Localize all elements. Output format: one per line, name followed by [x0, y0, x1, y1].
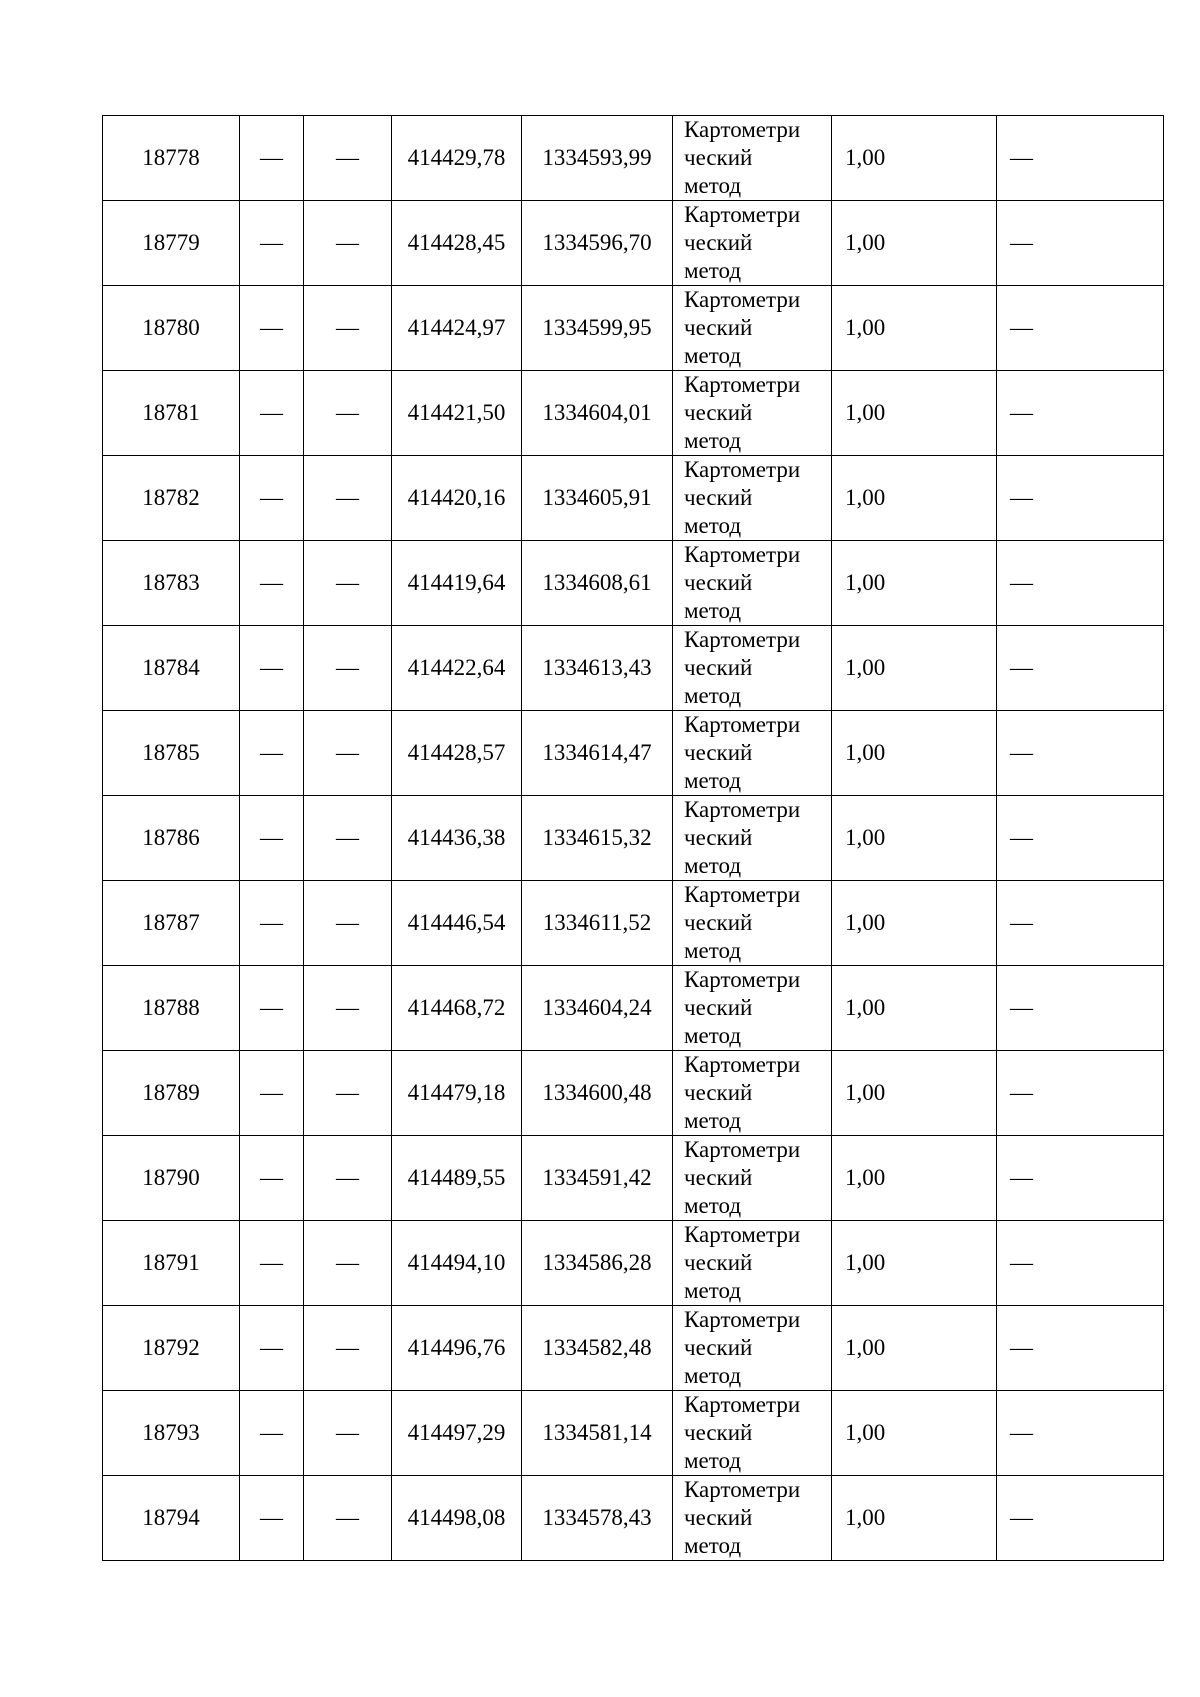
empty-cell-col3: —: [304, 201, 392, 286]
method-cell: [673, 796, 832, 881]
x-coordinate-cell: 414422,64: [392, 626, 522, 711]
method-line-3: метод: [684, 1108, 742, 1133]
method-line-1: Картометри: [684, 1222, 801, 1247]
description-cell: —: [997, 116, 1164, 201]
empty-cell-col3: —: [304, 796, 392, 881]
x-coordinate-cell: 414420,16: [392, 456, 522, 541]
table-row: [103, 1391, 1164, 1476]
description-cell: —: [997, 626, 1164, 711]
y-coordinate-cell: 1334611,52: [522, 881, 673, 966]
x-coordinate-cell: 414428,45: [392, 201, 522, 286]
x-coordinate-cell: 414421,50: [392, 371, 522, 456]
accuracy-cell: 1,00: [832, 541, 997, 626]
method-cell: [673, 116, 832, 201]
table-row: [103, 116, 1164, 201]
x-coordinate-cell: 414494,10: [392, 1221, 522, 1306]
method-line-2: ческий: [684, 655, 753, 680]
method-cell: [673, 881, 832, 966]
table-row: [103, 1476, 1164, 1561]
method-line-2: ческий: [684, 995, 753, 1020]
method-line-3: метод: [684, 598, 742, 623]
empty-cell-col3: —: [304, 1306, 392, 1391]
y-coordinate-cell: 1334596,70: [522, 201, 673, 286]
method-line-3: метод: [684, 1278, 742, 1303]
empty-cell-col3: —: [304, 1136, 392, 1221]
point-number-cell: 18786: [103, 796, 240, 881]
accuracy-cell: 1,00: [832, 626, 997, 711]
empty-cell-col2: —: [240, 1136, 304, 1221]
coordinates-table: [102, 115, 1164, 1561]
empty-cell-col2: —: [240, 1391, 304, 1476]
method-line-2: ческий: [684, 570, 753, 595]
y-coordinate-cell: 1334605,91: [522, 456, 673, 541]
table-row: [103, 711, 1164, 796]
empty-cell-col2: —: [240, 711, 304, 796]
point-number-cell: 18794: [103, 1476, 240, 1561]
table-row: [103, 966, 1164, 1051]
accuracy-cell: 1,00: [832, 456, 997, 541]
x-coordinate-cell: 414479,18: [392, 1051, 522, 1136]
method-line-2: ческий: [684, 740, 753, 765]
y-coordinate-cell: 1334600,48: [522, 1051, 673, 1136]
empty-cell-col2: —: [240, 541, 304, 626]
empty-cell-col3: —: [304, 1221, 392, 1306]
method-line-3: метод: [684, 343, 742, 368]
method-line-2: ческий: [684, 1335, 753, 1360]
method-line-1: Картометри: [684, 287, 801, 312]
accuracy-cell: 1,00: [832, 1136, 997, 1221]
method-line-1: Картометри: [684, 967, 801, 992]
method-line-2: ческий: [684, 1080, 753, 1105]
method-line-1: Картометри: [684, 202, 801, 227]
empty-cell-col2: —: [240, 201, 304, 286]
table-row: [103, 541, 1164, 626]
x-coordinate-cell: 414489,55: [392, 1136, 522, 1221]
point-number-cell: 18781: [103, 371, 240, 456]
y-coordinate-cell: 1334604,01: [522, 371, 673, 456]
empty-cell-col3: —: [304, 1051, 392, 1136]
empty-cell-col3: —: [304, 371, 392, 456]
empty-cell-col3: —: [304, 1476, 392, 1561]
accuracy-cell: 1,00: [832, 116, 997, 201]
description-cell: —: [997, 711, 1164, 796]
method-line-1: Картометри: [684, 1307, 801, 1332]
x-coordinate-cell: 414468,72: [392, 966, 522, 1051]
empty-cell-col3: —: [304, 116, 392, 201]
description-cell: —: [997, 1136, 1164, 1221]
method-line-2: ческий: [684, 400, 753, 425]
accuracy-cell: 1,00: [832, 796, 997, 881]
y-coordinate-cell: 1334593,99: [522, 116, 673, 201]
y-coordinate-cell: 1334615,32: [522, 796, 673, 881]
empty-cell-col2: —: [240, 371, 304, 456]
accuracy-cell: 1,00: [832, 1051, 997, 1136]
method-cell: [673, 626, 832, 711]
empty-cell-col2: —: [240, 881, 304, 966]
method-line-1: Картометри: [684, 1392, 801, 1417]
table-body: [103, 116, 1164, 1561]
empty-cell-col2: —: [240, 796, 304, 881]
x-coordinate-cell: 414428,57: [392, 711, 522, 796]
method-line-2: ческий: [684, 1505, 753, 1530]
method-line-3: метод: [684, 513, 742, 538]
empty-cell-col3: —: [304, 286, 392, 371]
empty-cell-col2: —: [240, 1476, 304, 1561]
empty-cell-col2: —: [240, 1306, 304, 1391]
empty-cell-col3: —: [304, 711, 392, 796]
method-line-3: метод: [684, 853, 742, 878]
method-line-1: Картометри: [684, 1137, 801, 1162]
description-cell: —: [997, 286, 1164, 371]
y-coordinate-cell: 1334581,14: [522, 1391, 673, 1476]
table-row: [103, 201, 1164, 286]
table-row: [103, 1306, 1164, 1391]
description-cell: —: [997, 1051, 1164, 1136]
table-row: [103, 796, 1164, 881]
method-line-3: метод: [684, 938, 742, 963]
method-cell: [673, 1391, 832, 1476]
description-cell: —: [997, 371, 1164, 456]
y-coordinate-cell: 1334604,24: [522, 966, 673, 1051]
point-number-cell: 18779: [103, 201, 240, 286]
description-cell: —: [997, 1221, 1164, 1306]
table-row: [103, 881, 1164, 966]
point-number-cell: 18782: [103, 456, 240, 541]
method-line-2: ческий: [684, 825, 753, 850]
method-line-3: метод: [684, 768, 742, 793]
method-line-2: ческий: [684, 1250, 753, 1275]
method-cell: [673, 456, 832, 541]
method-line-1: Картометри: [684, 627, 801, 652]
y-coordinate-cell: 1334614,47: [522, 711, 673, 796]
point-number-cell: 18780: [103, 286, 240, 371]
method-cell: [673, 1476, 832, 1561]
empty-cell-col3: —: [304, 966, 392, 1051]
description-cell: —: [997, 201, 1164, 286]
description-cell: —: [997, 881, 1164, 966]
description-cell: —: [997, 966, 1164, 1051]
y-coordinate-cell: 1334582,48: [522, 1306, 673, 1391]
table-row: [103, 1051, 1164, 1136]
method-line-1: Картометри: [684, 117, 801, 142]
empty-cell-col3: —: [304, 881, 392, 966]
method-line-3: метод: [684, 1448, 742, 1473]
point-number-cell: 18785: [103, 711, 240, 796]
method-line-1: Картометри: [684, 372, 801, 397]
empty-cell-col3: —: [304, 1391, 392, 1476]
accuracy-cell: 1,00: [832, 881, 997, 966]
description-cell: —: [997, 1476, 1164, 1561]
method-line-2: ческий: [684, 910, 753, 935]
x-coordinate-cell: 414497,29: [392, 1391, 522, 1476]
method-line-2: ческий: [684, 315, 753, 340]
empty-cell-col2: —: [240, 626, 304, 711]
method-line-3: метод: [684, 258, 742, 283]
method-cell: [673, 1306, 832, 1391]
method-line-3: метод: [684, 1193, 742, 1218]
method-cell: [673, 541, 832, 626]
description-cell: —: [997, 796, 1164, 881]
y-coordinate-cell: 1334608,61: [522, 541, 673, 626]
empty-cell-col2: —: [240, 456, 304, 541]
accuracy-cell: 1,00: [832, 286, 997, 371]
x-coordinate-cell: 414496,76: [392, 1306, 522, 1391]
y-coordinate-cell: 1334591,42: [522, 1136, 673, 1221]
table-row: [103, 1221, 1164, 1306]
table-row: [103, 1136, 1164, 1221]
accuracy-cell: 1,00: [832, 1476, 997, 1561]
method-line-3: метод: [684, 1023, 742, 1048]
method-line-3: метод: [684, 1363, 742, 1388]
method-cell: [673, 286, 832, 371]
method-line-1: Картометри: [684, 882, 801, 907]
method-cell: [673, 371, 832, 456]
accuracy-cell: 1,00: [832, 1306, 997, 1391]
empty-cell-col2: —: [240, 286, 304, 371]
empty-cell-col3: —: [304, 626, 392, 711]
method-cell: [673, 966, 832, 1051]
method-line-2: ческий: [684, 485, 753, 510]
method-line-1: Картометри: [684, 1052, 801, 1077]
point-number-cell: 18784: [103, 626, 240, 711]
method-cell: [673, 711, 832, 796]
method-line-1: Картометри: [684, 712, 801, 737]
description-cell: —: [997, 541, 1164, 626]
accuracy-cell: 1,00: [832, 1221, 997, 1306]
empty-cell-col2: —: [240, 966, 304, 1051]
method-line-3: метод: [684, 1533, 742, 1558]
method-line-2: ческий: [684, 1165, 753, 1190]
point-number-cell: 18789: [103, 1051, 240, 1136]
method-line-2: ческий: [684, 1420, 753, 1445]
point-number-cell: 18790: [103, 1136, 240, 1221]
empty-cell-col3: —: [304, 456, 392, 541]
y-coordinate-cell: 1334599,95: [522, 286, 673, 371]
empty-cell-col2: —: [240, 1221, 304, 1306]
method-line-1: Картометри: [684, 797, 801, 822]
method-cell: [673, 201, 832, 286]
accuracy-cell: 1,00: [832, 711, 997, 796]
description-cell: —: [997, 1391, 1164, 1476]
point-number-cell: 18792: [103, 1306, 240, 1391]
method-line-3: метод: [684, 683, 742, 708]
point-number-cell: 18783: [103, 541, 240, 626]
x-coordinate-cell: 414436,38: [392, 796, 522, 881]
method-line-3: метод: [684, 428, 742, 453]
table-row: [103, 626, 1164, 711]
point-number-cell: 18778: [103, 116, 240, 201]
x-coordinate-cell: 414498,08: [392, 1476, 522, 1561]
y-coordinate-cell: 1334613,43: [522, 626, 673, 711]
x-coordinate-cell: 414429,78: [392, 116, 522, 201]
method-line-2: ческий: [684, 145, 753, 170]
description-cell: —: [997, 456, 1164, 541]
method-line-2: ческий: [684, 230, 753, 255]
accuracy-cell: 1,00: [832, 371, 997, 456]
x-coordinate-cell: 414446,54: [392, 881, 522, 966]
method-cell: [673, 1221, 832, 1306]
method-line-3: метод: [684, 173, 742, 198]
method-cell: [673, 1051, 832, 1136]
point-number-cell: 18793: [103, 1391, 240, 1476]
method-line-1: Картометри: [684, 1477, 801, 1502]
empty-cell-col3: —: [304, 541, 392, 626]
x-coordinate-cell: 414424,97: [392, 286, 522, 371]
x-coordinate-cell: 414419,64: [392, 541, 522, 626]
method-line-1: Картометри: [684, 457, 801, 482]
table-row: [103, 286, 1164, 371]
accuracy-cell: 1,00: [832, 1391, 997, 1476]
point-number-cell: 18787: [103, 881, 240, 966]
y-coordinate-cell: 1334578,43: [522, 1476, 673, 1561]
accuracy-cell: 1,00: [832, 966, 997, 1051]
point-number-cell: 18788: [103, 966, 240, 1051]
empty-cell-col2: —: [240, 1051, 304, 1136]
description-cell: —: [997, 1306, 1164, 1391]
point-number-cell: 18791: [103, 1221, 240, 1306]
method-cell: [673, 1136, 832, 1221]
y-coordinate-cell: 1334586,28: [522, 1221, 673, 1306]
table-row: [103, 371, 1164, 456]
method-line-1: Картометри: [684, 542, 801, 567]
accuracy-cell: 1,00: [832, 201, 997, 286]
empty-cell-col2: —: [240, 116, 304, 201]
table-row: [103, 456, 1164, 541]
